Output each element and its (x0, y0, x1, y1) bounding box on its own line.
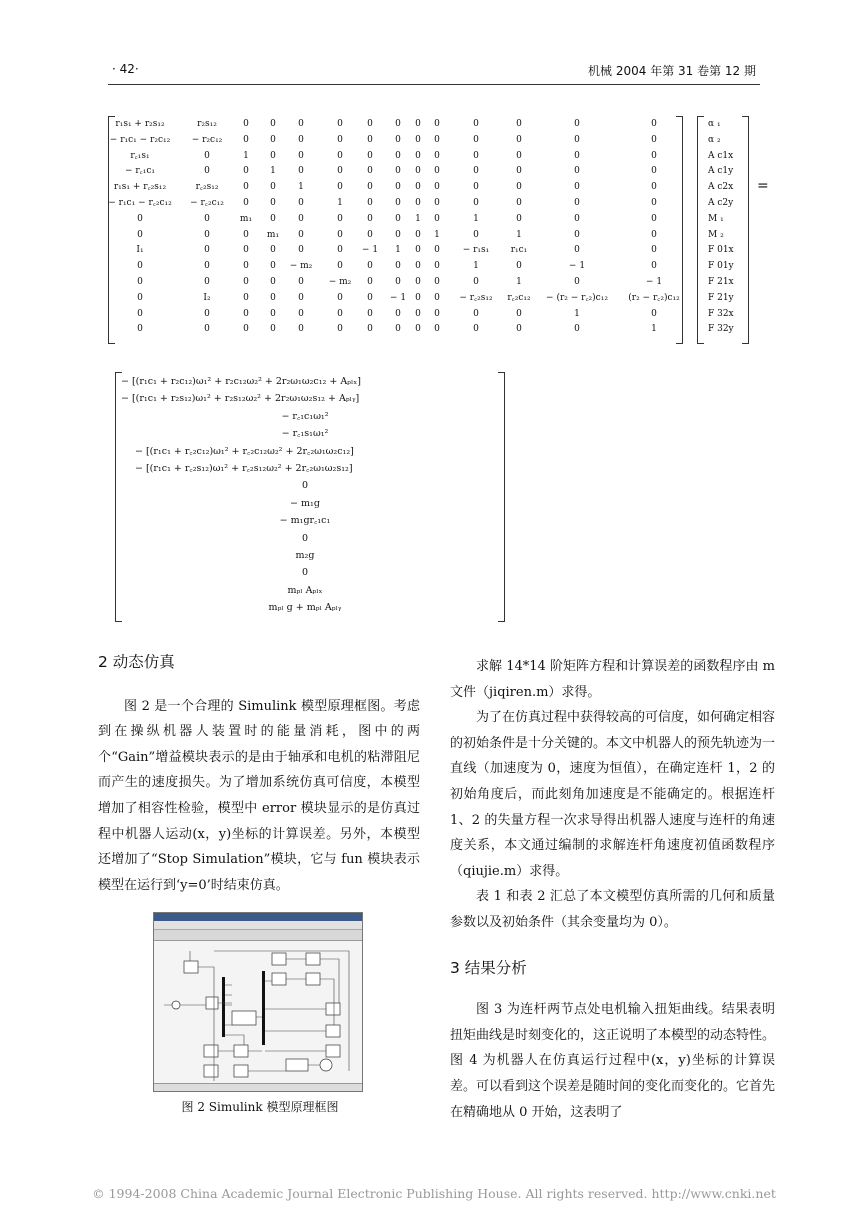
matrix-cell: 0 (473, 134, 479, 145)
matrix-cell: 0 (395, 213, 401, 224)
section-heading-3: 3 结果分析 (450, 958, 527, 977)
matrix-cell: I₁ (136, 245, 144, 256)
matrix-cell: 0 (367, 213, 373, 224)
matrix-cell: 0 (204, 150, 210, 161)
matrix-cell: − m₂ (289, 261, 313, 272)
matrix-cell: 1 (415, 213, 421, 224)
matrix-cell: 0 (367, 324, 373, 335)
matrix-cell: 0 (337, 245, 343, 256)
simulink-figure (153, 912, 363, 1092)
rhs-entry: − r꜀₁s₁ω₁² (281, 428, 329, 440)
paragraph: 为了在仿真过程中获得较高的可信度，如何确定相容的初始条件是十分关键的。本文中机器人的预先轨迹为一直线（加速度为 0，速度为恒值），在确定连杆 1，2 的初始角度后，而此刻角加速度是不能确定的。根据连杆 1、2 的失量方程一次求导得出机器人速度与连杆的角速度关系，本文通过编制的求解连杆角速度初值函数程序（qiujie.m）求得。 (450, 710, 776, 879)
paragraph: 图 2 是一个合理的 Simulink 模型原理框图。考虑到在操纵机器人装置时的能量消耗，图中的两个“Gain”增益模块表示的是由于轴承和电机的粘滞阻尼而产生的速度损失。为了增加系统仿真可信度，本模型增加了相容性检验，模型中 error 模块显示的是仿真过程中机器人运动(x，y)坐标的计算误差。另外，本模型还增加了“Stop Simulation”模块，它与 fun 模块表示模型在运行到‘y=0’时结束仿真。 (98, 698, 420, 893)
matrix-cell: 0 (243, 134, 249, 145)
matrix-cell: 0 (204, 213, 210, 224)
matrix-cell: 0 (473, 150, 479, 161)
matrix-cell: m₁ (239, 213, 253, 224)
matrix-cell: 0 (243, 308, 249, 319)
matrix-cell: 0 (270, 119, 276, 129)
matrix-cell: 0 (298, 229, 304, 240)
unknown-entry: F 32x (708, 308, 734, 319)
coefficient-matrix (108, 116, 773, 346)
matrix-cell: 0 (395, 134, 401, 145)
matrix-cell: 0 (434, 245, 440, 256)
matrix-cell: 0 (574, 198, 580, 208)
matrix-cell: 1 (395, 245, 401, 256)
matrix-cell: 0 (473, 229, 479, 240)
matrix-cell: 0 (415, 150, 421, 161)
matrix-cell: 0 (415, 292, 421, 303)
paragraph: 表 1 和表 2 汇总了本文模型仿真所需的几何和质量参数以及初始条件（其余变量均为 0）。 (450, 889, 775, 930)
matrix-cell: 0 (243, 324, 249, 335)
matrix-cell: 0 (473, 166, 479, 177)
matrix-cell: 0 (415, 182, 421, 193)
matrix-right-bracket (676, 116, 683, 344)
matrix-cell: 0 (298, 277, 304, 287)
matrix-cell: − 1 (361, 245, 379, 256)
matrix-cell: 0 (243, 229, 249, 240)
matrix-cell: 0 (434, 150, 440, 161)
matrix-cell: 0 (516, 150, 522, 161)
matrix-cell: 0 (516, 134, 522, 145)
matrix-cell: − r₁s₁ (462, 245, 490, 256)
matrix-cell: 0 (415, 166, 421, 177)
matrix-cell: 0 (574, 119, 580, 129)
matrix-cell: 0 (516, 198, 522, 208)
matrix-cell: 0 (395, 166, 401, 177)
matrix-cell: 0 (473, 119, 479, 129)
matrix-cell: 0 (337, 292, 343, 303)
matrix-cell: 0 (367, 198, 373, 208)
matrix-cell: 0 (337, 261, 343, 272)
matrix-cell: 0 (651, 119, 657, 129)
matrix-cell: 1 (337, 198, 343, 208)
matrix-cell: 1 (298, 182, 304, 193)
rhs-vector (115, 372, 510, 624)
matrix-cell: 0 (651, 261, 657, 272)
unknown-entry: α ₂ (708, 134, 721, 145)
rhs-entry: m₂g (295, 550, 315, 561)
unknown-entry: M ₂ (708, 229, 724, 240)
matrix-cell: 1 (574, 308, 580, 319)
matrix-cell: 0 (270, 182, 276, 193)
matrix-cell: 0 (434, 308, 440, 319)
matrix-cell: 0 (434, 134, 440, 145)
matrix-cell: r꜀₂s₁₂ (195, 182, 219, 193)
matrix-cell: 0 (298, 150, 304, 161)
matrix-cell: 1 (243, 150, 249, 161)
matrix-cell: 0 (367, 166, 373, 177)
matrix-cell: m₁ (266, 229, 280, 240)
rhs-entry: − [(r₁c₁ + r꜀₂s₁₂)ω₁² + r꜀₂s₁₂ω₂² + 2r꜀₂ω₁ω₂s₁₂] (135, 463, 353, 474)
rhs-entry: mₚₗ Aₚₗₓ (287, 584, 323, 596)
matrix-cell: r₂s₁₂ (197, 119, 217, 129)
matrix-cell: 0 (298, 292, 304, 303)
matrix-cell: 0 (137, 292, 143, 303)
page-number: · 42· (112, 62, 139, 76)
rhs-entry: − [(r₁c₁ + r₂c₁₂)ω₁² + r₂c₁₂ω₂² + 2r₂ω₁ω₂c₁₂ + Aₚₗₓ] (121, 376, 362, 387)
matrix-cell: 0 (270, 324, 276, 335)
matrix-cell: 0 (415, 229, 421, 240)
section-heading-2: 2 动态仿真 (98, 653, 175, 671)
matrix-cell: r₁c₁ (510, 245, 528, 256)
matrix-cell: 0 (270, 261, 276, 272)
matrix-cell: 0 (298, 134, 304, 145)
rhs-entry: − [(r₁c₁ + r꜀₂c₁₂)ω₁² + r꜀₂c₁₂ω₂² + 2r꜀₂ω₁ω₂c₁₂] (135, 445, 354, 457)
matrix-cell: 0 (204, 245, 210, 256)
matrix-cell: 1 (434, 229, 440, 240)
matrix-cell: 0 (415, 245, 421, 256)
matrix-cell: 0 (395, 198, 401, 208)
matrix-cell: 0 (367, 182, 373, 193)
matrix-cell: 0 (243, 292, 249, 303)
matrix-cell: 0 (415, 261, 421, 272)
matrix-cell: 0 (337, 150, 343, 161)
matrix-cell: 0 (243, 245, 249, 256)
equals-sign: = (757, 178, 769, 194)
matrix-cell: 0 (395, 119, 401, 129)
matrix-cell: 0 (204, 277, 210, 287)
matrix-cell: 0 (367, 134, 373, 145)
rhs-entry: 0 (301, 480, 309, 492)
unknown-entry: A c2y (708, 198, 734, 208)
matrix-cell: 0 (574, 245, 580, 256)
matrix-cell: 0 (651, 150, 657, 161)
matrix-cell: 0 (651, 229, 657, 240)
matrix-cell: 0 (434, 292, 440, 303)
matrix-cell: 0 (367, 261, 373, 272)
matrix-cell: 0 (395, 150, 401, 161)
matrix-cell: 0 (270, 277, 276, 287)
rhs-entry: 0 (301, 532, 309, 544)
matrix-cell: 0 (395, 261, 401, 272)
matrix-cell: 0 (574, 134, 580, 145)
matrix-cell: 0 (367, 119, 373, 129)
matrix-cell: − r꜀₁c₁ (124, 166, 156, 177)
matrix-cell: 0 (298, 324, 304, 335)
matrix-cell: 0 (243, 119, 249, 129)
matrix-cell: 0 (651, 166, 657, 177)
matrix-cell: (r₂ − r꜀₂)c₁₂ (628, 292, 680, 303)
matrix-cell: 0 (337, 213, 343, 224)
rhs-entry: 0 (301, 567, 309, 579)
vector-right-bracket (742, 116, 749, 344)
paragraph: 求解 14*14 阶矩阵方程和计算误差的函数程序由 m 文件（jiqiren.m）求得。 (450, 659, 775, 700)
matrix-cell: 0 (337, 134, 343, 145)
unknown-entry: A c1x (708, 150, 734, 161)
matrix-cell: 0 (395, 308, 401, 319)
matrix-cell: 0 (395, 277, 401, 287)
matrix-cell: 0 (415, 277, 421, 287)
matrix-cell: 0 (137, 277, 143, 287)
matrix-cell: 0 (298, 166, 304, 177)
matrix-cell: r₁s₁ + r₂s₁₂ (115, 119, 165, 129)
unknown-entry: M ₁ (708, 213, 724, 224)
matrix-cell: 0 (367, 150, 373, 161)
matrix-cell: 0 (574, 324, 580, 335)
matrix-cell: 0 (337, 182, 343, 193)
matrix-cell: 0 (243, 261, 249, 272)
matrix-cell: 0 (516, 213, 522, 224)
matrix-cell: 0 (137, 229, 143, 240)
matrix-cell: − 1 (645, 277, 663, 287)
matrix-cell: − r₂c₁₂ (191, 134, 223, 145)
matrix-cell: 0 (204, 166, 210, 177)
matrix-cell: 0 (204, 324, 210, 335)
left-column (98, 650, 420, 898)
matrix-cell: 0 (434, 166, 440, 177)
rhs-right-bracket (498, 372, 505, 622)
matrix-cell: 0 (298, 119, 304, 129)
matrix-cell: 0 (516, 166, 522, 177)
matrix-cell: 0 (574, 229, 580, 240)
matrix-cell: 1 (651, 324, 657, 335)
unknown-entry: F 01x (708, 245, 734, 256)
window-statusbar (154, 1083, 362, 1091)
unknown-entry: F 21y (708, 292, 734, 303)
matrix-cell: − 1 (568, 261, 586, 272)
matrix-cell: 0 (434, 277, 440, 287)
matrix-cell: 1 (473, 213, 479, 224)
matrix-cell: 0 (434, 261, 440, 272)
matrix-cell: 0 (516, 182, 522, 193)
matrix-cell: 0 (574, 213, 580, 224)
matrix-cell: 0 (298, 308, 304, 319)
block-diagram (154, 941, 360, 1083)
matrix-cell: 0 (434, 119, 440, 129)
rhs-entry: − [(r₁c₁ + r₂s₁₂)ω₁² + r₂s₁₂ω₂² + 2r₂ω₁ω₂s₁₂ + Aₚₗᵧ] (121, 393, 360, 405)
matrix-cell: 0 (137, 308, 143, 319)
matrix-cell: 0 (204, 229, 210, 240)
matrix-cell: 0 (473, 277, 479, 287)
matrix-cell: 0 (651, 182, 657, 193)
right-column (450, 654, 775, 1125)
matrix-cell: − r₁c₁ − r₂c₁₂ (109, 134, 171, 145)
matrix-cell: − (r₂ − r꜀₂)c₁₂ (546, 292, 608, 303)
matrix-cell: 0 (651, 134, 657, 145)
vector-left-bracket (697, 116, 704, 344)
matrix-cell: 0 (473, 308, 479, 319)
page-header (0, 62, 868, 82)
matrix-cell: 0 (651, 308, 657, 319)
matrix-cell: 0 (243, 277, 249, 287)
matrix-cell: 0 (415, 119, 421, 129)
matrix-cell: 0 (243, 166, 249, 177)
matrix-cell: 0 (243, 198, 249, 208)
matrix-cell: 0 (298, 213, 304, 224)
matrix-cell: 0 (434, 213, 440, 224)
matrix-cell: 0 (516, 119, 522, 129)
matrix-cell: 0 (574, 182, 580, 193)
matrix-cell: 0 (415, 134, 421, 145)
matrix-cell: 0 (270, 198, 276, 208)
matrix-cell: 0 (298, 245, 304, 256)
matrix-cell: − r꜀₂c₁₂ (190, 198, 224, 208)
matrix-cell: 0 (337, 324, 343, 335)
rhs-entry: − m₁gr꜀₁c₁ (279, 515, 331, 527)
unknown-entry: A c1y (708, 166, 734, 177)
matrix-cell: 0 (395, 182, 401, 193)
matrix-cell: 0 (367, 277, 373, 287)
matrix-cell: 0 (574, 150, 580, 161)
matrix-cell: 0 (270, 292, 276, 303)
unknown-entry: F 21x (708, 277, 734, 287)
paragraph: 图 3 为连杆两节点处电机输入扭矩曲线。结果表明扭矩曲线是时刻变化的，这正说明了本模型的动态特性。图 4 为机器人在仿真运行过程中(x，y)坐标的计算误差。可以看到这个误差是随时间的变化而变化的。它首先在精确地从 0 开始，这表明了 (450, 1002, 776, 1120)
matrix-cell: 0 (137, 213, 143, 224)
matrix-cell: 0 (651, 245, 657, 256)
matrix-cell: 0 (415, 308, 421, 319)
matrix-cell: 0 (516, 324, 522, 335)
rhs-entry: mₚₗ g + mₚₗ Aₚₗᵧ (268, 602, 342, 614)
matrix-cell: − 1 (389, 292, 407, 303)
unknown-entry: A c2x (708, 182, 734, 193)
matrix-cell: 0 (270, 150, 276, 161)
matrix-cell: 1 (270, 166, 276, 177)
matrix-cell: 0 (516, 261, 522, 272)
matrix-cell: 0 (337, 119, 343, 129)
journal-info: 机械 2004 年第 31 卷第 12 期 (588, 64, 756, 78)
matrix-cell: 0 (574, 166, 580, 177)
matrix-cell: 0 (243, 182, 249, 193)
matrix-cell: r꜀₂c₁₂ (507, 292, 531, 303)
matrix-cell: − r꜀₂s₁₂ (459, 292, 493, 303)
matrix-cell: 0 (651, 213, 657, 224)
matrix-cell: 0 (204, 261, 210, 272)
matrix-cell: I₂ (203, 292, 211, 303)
matrix-cell: 0 (516, 308, 522, 319)
matrix-cell: 0 (434, 182, 440, 193)
unknown-entry: F 01y (708, 261, 734, 272)
matrix-cell: 0 (434, 324, 440, 335)
matrix-cell: 0 (473, 324, 479, 335)
matrix-cell: 0 (415, 324, 421, 335)
matrix-cell: 0 (367, 229, 373, 240)
matrix-cell: r꜀₁s₁ (130, 150, 150, 161)
matrix-cell: 0 (337, 166, 343, 177)
matrix-cell: 0 (473, 198, 479, 208)
matrix-cell: 0 (270, 245, 276, 256)
rhs-entry: − r꜀₁c₁ω₁² (281, 410, 329, 422)
copyright-footer: © 1994-2008 China Academic Journal Electronic Publishing House. All rights reserved. http://www.cnki.net (92, 1186, 776, 1201)
matrix-cell: 0 (270, 308, 276, 319)
matrix-cell: 0 (367, 292, 373, 303)
matrix-cell: − r₁c₁ − r꜀₂c₁₂ (108, 198, 172, 208)
matrix-cell: 1 (516, 277, 522, 287)
matrix-cell: 0 (137, 261, 143, 272)
matrix-cell: 0 (651, 198, 657, 208)
matrix-cell: 0 (395, 229, 401, 240)
matrix-cell: 0 (574, 277, 580, 287)
window-titlebar (154, 913, 362, 921)
matrix-cell: 0 (298, 198, 304, 208)
rhs-left-bracket (115, 372, 122, 622)
matrix-cell: r₁s₁ + r꜀₂s₁₂ (113, 182, 167, 193)
unknown-entry: F 32y (708, 324, 734, 335)
matrix-cell: 0 (137, 324, 143, 335)
matrix-cell: 0 (337, 229, 343, 240)
rhs-entry: − m₁g (290, 497, 320, 509)
matrix-cell: 0 (434, 198, 440, 208)
matrix-cell: 0 (270, 213, 276, 224)
matrix-cell: 0 (337, 308, 343, 319)
window-toolbar (154, 930, 362, 941)
matrix-cell: 0 (473, 182, 479, 193)
matrix-cell: 0 (367, 308, 373, 319)
matrix-left-bracket (108, 116, 115, 344)
unknown-entry: α ₁ (708, 119, 721, 129)
matrix-cell: 0 (204, 308, 210, 319)
matrix-cell: 0 (270, 134, 276, 145)
matrix-cell: 1 (516, 229, 522, 240)
window-menubar (154, 921, 362, 930)
matrix-cell: − m₂ (328, 277, 352, 287)
figure-caption: 图 2 Simulink 模型原理框图 (181, 1100, 339, 1114)
matrix-cell: 0 (415, 198, 421, 208)
matrix-cell: 1 (473, 261, 479, 272)
matrix-cell: 0 (395, 324, 401, 335)
header-rule (108, 84, 760, 85)
